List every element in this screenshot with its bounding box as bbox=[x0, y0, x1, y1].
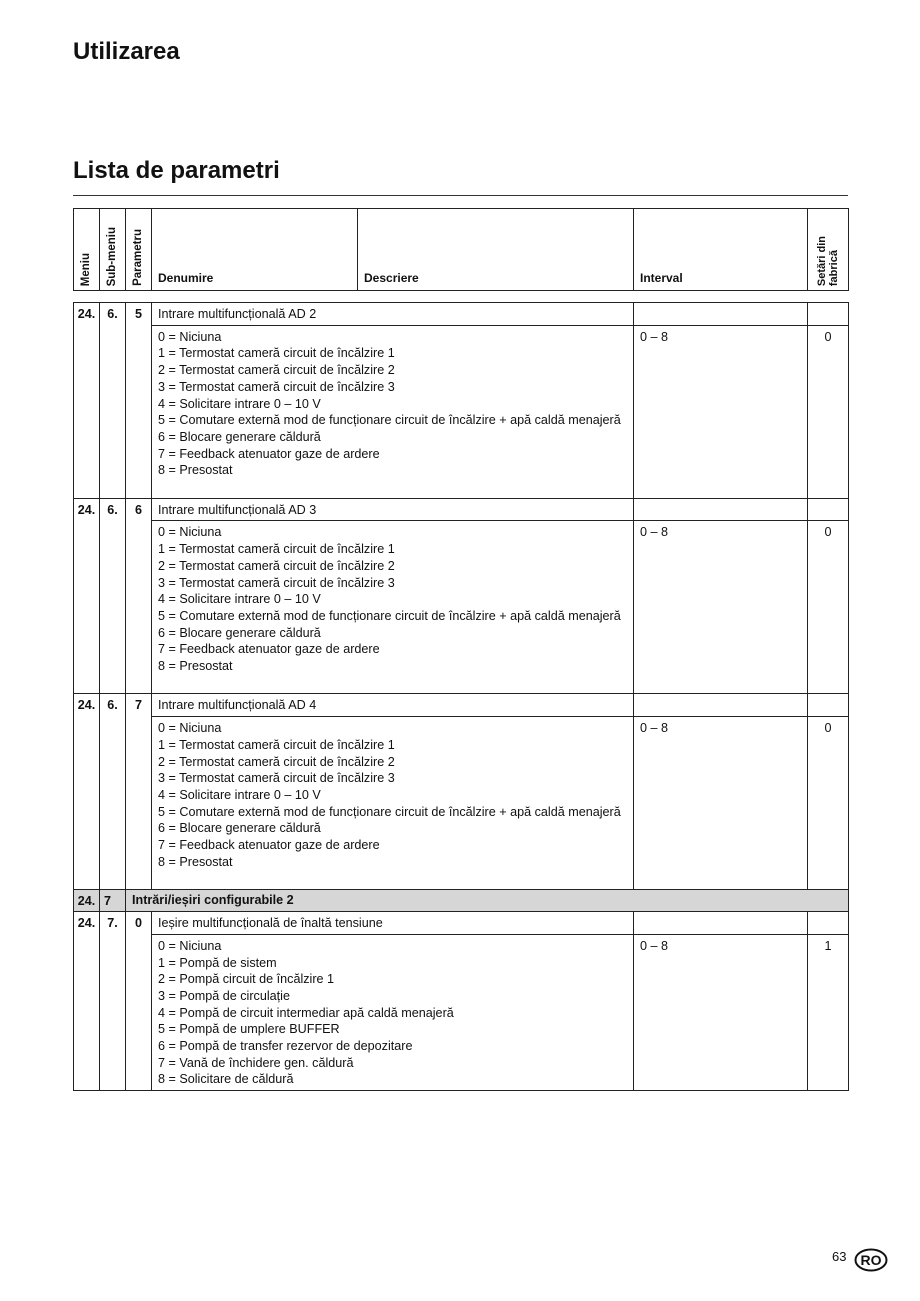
list-item: 3 = Termostat cameră circuit de încălzire 3 bbox=[158, 575, 395, 590]
list-item: 1 = Termostat cameră circuit de încălzire 1 bbox=[158, 542, 395, 557]
list-item: 2 = Termostat cameră circuit de încălzire 2 bbox=[158, 558, 395, 573]
list-item: 4 = Solicitare intrare 0 – 10 V bbox=[158, 787, 321, 802]
list-item: 6 = Blocare generare căldură bbox=[158, 429, 321, 444]
list-item: 0 = Niciuna bbox=[158, 721, 222, 736]
options-list bbox=[152, 717, 634, 890]
list-item: 6 = Blocare generare căldură bbox=[158, 821, 321, 836]
param-cell: 6 bbox=[126, 498, 152, 694]
col-header-menu: Meniu bbox=[74, 209, 100, 291]
list-item: 8 = Presostat bbox=[158, 659, 233, 674]
section-title: Lista de parametri bbox=[73, 157, 280, 184]
list-item: 4 = Solicitare intrare 0 – 10 V bbox=[158, 396, 321, 411]
factory-value: 0 bbox=[808, 521, 849, 694]
table-row bbox=[74, 694, 849, 717]
submenu-cell: 6. bbox=[100, 694, 126, 890]
menu-cell: 24. bbox=[74, 912, 100, 1091]
options-list bbox=[152, 325, 634, 498]
title-rule bbox=[73, 195, 848, 196]
list-item: 8 = Presostat bbox=[158, 463, 233, 478]
parameter-table-body bbox=[73, 302, 849, 1091]
submenu-cell: 6. bbox=[100, 303, 126, 499]
list-item: 6 = Pompă de transfer rezervor de depozitare bbox=[158, 1039, 413, 1054]
list-item: 5 = Comutare externă mod de funcționare circuit de încălzire + apă caldă menajeră bbox=[158, 804, 621, 819]
col-header-factory: Setări din fabrică bbox=[808, 209, 849, 291]
list-item: 8 = Presostat bbox=[158, 854, 233, 869]
param-title: Intrare multifuncțională AD 4 bbox=[152, 694, 634, 717]
list-item: 8 = Solicitare de căldură bbox=[158, 1072, 294, 1087]
options-list bbox=[152, 934, 634, 1090]
list-item: 4 = Pompă de circuit intermediar apă caldă menajeră bbox=[158, 1005, 454, 1020]
options-list bbox=[152, 521, 634, 694]
list-item: 3 = Pompă de circulație bbox=[158, 988, 290, 1003]
table-row bbox=[74, 717, 849, 890]
language-badge bbox=[854, 1248, 888, 1272]
parameter-table-header bbox=[73, 208, 849, 291]
page-header-title: Utilizarea bbox=[73, 38, 180, 65]
submenu-cell: 7. bbox=[100, 912, 126, 1091]
list-item: 5 = Comutare externă mod de funcționare circuit de încălzire + apă caldă menajeră bbox=[158, 608, 621, 623]
param-title: Ieșire multifuncțională de înaltă tensiune bbox=[152, 912, 634, 935]
param-cell: 7 bbox=[126, 694, 152, 890]
menu-cell: 24. bbox=[74, 694, 100, 890]
list-item: 5 = Pompă de umplere BUFFER bbox=[158, 1022, 340, 1037]
group-title: Intrări/ieșiri configurabile 2 bbox=[126, 890, 849, 912]
list-item: 1 = Termostat cameră circuit de încălzire 1 bbox=[158, 737, 395, 752]
list-item: 2 = Termostat cameră circuit de încălzire 2 bbox=[158, 754, 395, 769]
list-item: 5 = Comutare externă mod de funcționare circuit de încălzire + apă caldă menajeră bbox=[158, 413, 621, 428]
table-row bbox=[74, 325, 849, 498]
table-row bbox=[74, 303, 849, 326]
submenu-cell: 6. bbox=[100, 498, 126, 694]
list-item: 7 = Feedback atenuator gaze de ardere bbox=[158, 446, 380, 461]
list-item: 7 = Feedback atenuator gaze de ardere bbox=[158, 642, 380, 657]
menu-cell: 24. bbox=[74, 303, 100, 499]
list-item: 2 = Termostat cameră circuit de încălzire 2 bbox=[158, 363, 395, 378]
list-item: 1 = Pompă de sistem bbox=[158, 955, 277, 970]
list-item: 0 = Niciuna bbox=[158, 525, 222, 540]
factory-value: 0 bbox=[808, 325, 849, 498]
range-value: 0 – 8 bbox=[634, 934, 808, 1090]
list-item: 7 = Feedback atenuator gaze de ardere bbox=[158, 838, 380, 853]
col-header-name: Denumire bbox=[152, 209, 358, 291]
list-item: 4 = Solicitare intrare 0 – 10 V bbox=[158, 592, 321, 607]
param-title: Intrare multifuncțională AD 2 bbox=[152, 303, 634, 326]
list-item: 7 = Vană de închidere gen. căldură bbox=[158, 1055, 354, 1070]
factory-value: 0 bbox=[808, 717, 849, 890]
list-item: 3 = Termostat cameră circuit de încălzire 3 bbox=[158, 379, 395, 394]
list-item: 1 = Termostat cameră circuit de încălzire 1 bbox=[158, 346, 395, 361]
list-item: 6 = Blocare generare căldură bbox=[158, 625, 321, 640]
list-item: 3 = Termostat cameră circuit de încălzire 3 bbox=[158, 771, 395, 786]
col-header-range: Interval bbox=[634, 209, 808, 291]
list-item: 0 = Niciuna bbox=[158, 329, 222, 344]
param-cell: 0 bbox=[126, 912, 152, 1091]
group-row bbox=[74, 890, 849, 912]
factory-value: 1 bbox=[808, 934, 849, 1090]
page-number: 63 bbox=[832, 1249, 847, 1264]
language-code: RO bbox=[860, 1252, 882, 1268]
group-submenu-cell: 7 bbox=[100, 890, 126, 912]
range-value: 0 – 8 bbox=[634, 325, 808, 498]
table-row bbox=[74, 934, 849, 1090]
range-value: 0 – 8 bbox=[634, 717, 808, 890]
list-item: 2 = Pompă circuit de încălzire 1 bbox=[158, 972, 335, 987]
col-header-parameter: Parametru bbox=[126, 209, 152, 291]
group-menu-cell: 24. bbox=[74, 890, 100, 912]
list-item: 0 = Niciuna bbox=[158, 938, 222, 953]
menu-cell: 24. bbox=[74, 498, 100, 694]
table-row bbox=[74, 912, 849, 935]
col-header-submenu: Sub-meniu bbox=[100, 209, 126, 291]
range-value: 0 – 8 bbox=[634, 521, 808, 694]
param-cell: 5 bbox=[126, 303, 152, 499]
table-row bbox=[74, 498, 849, 521]
param-title: Intrare multifuncțională AD 3 bbox=[152, 498, 634, 521]
col-header-description: Descriere bbox=[358, 209, 634, 291]
table-row bbox=[74, 521, 849, 694]
